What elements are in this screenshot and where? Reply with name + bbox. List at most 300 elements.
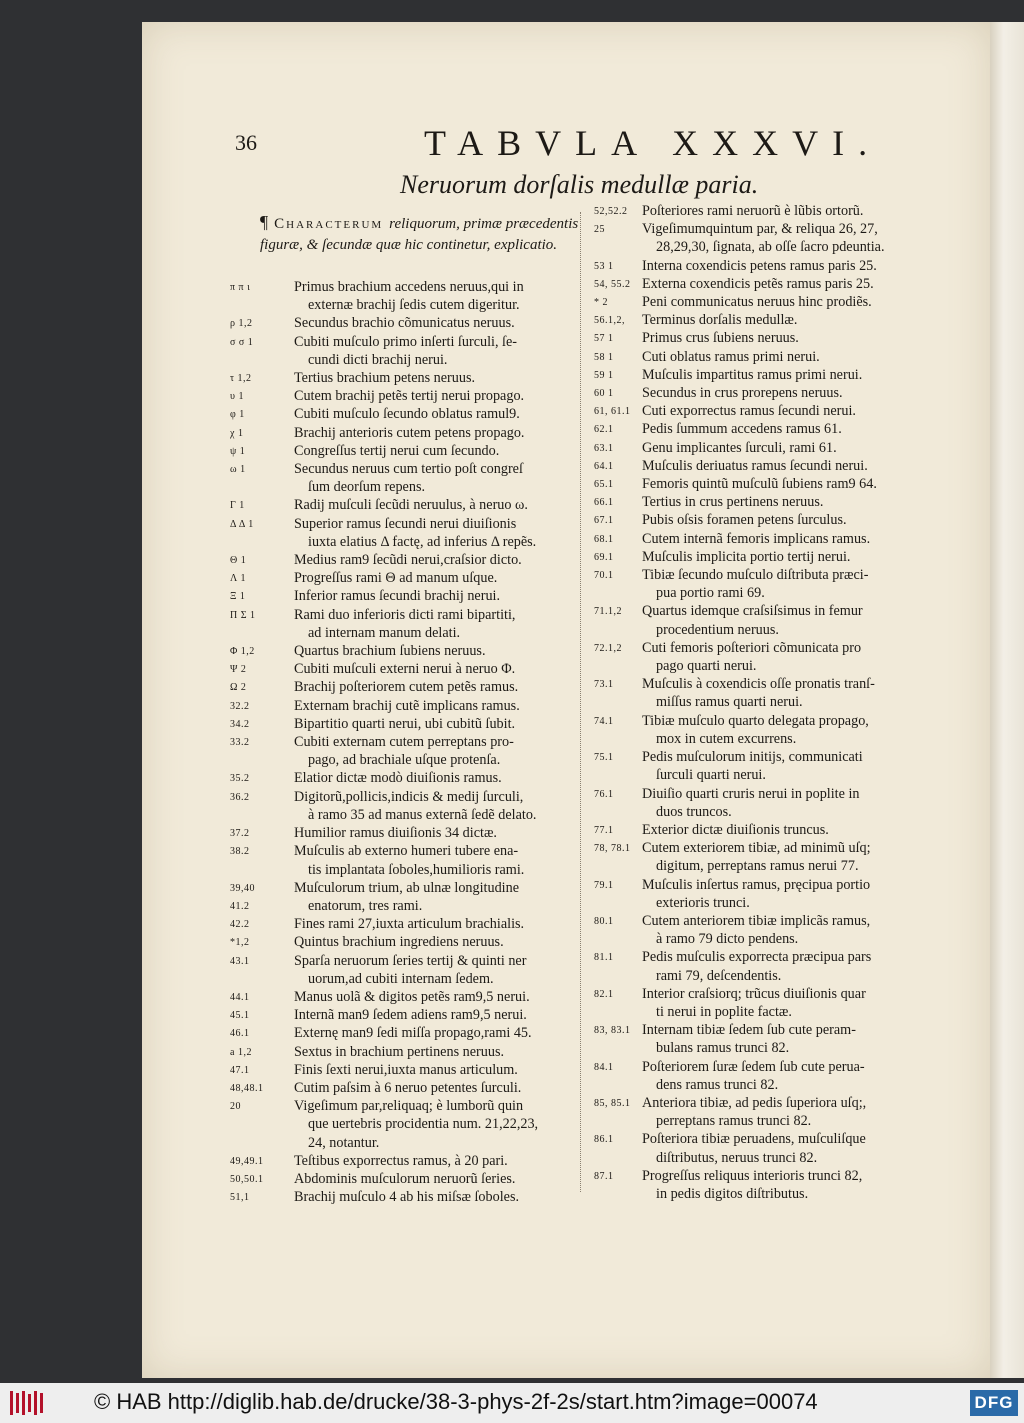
entry-continuation: procedentium neruus. (656, 621, 779, 638)
table-row (230, 824, 590, 842)
entry-main: Femoris quintũ muſculũ ſubiens ram9 64. (642, 476, 877, 493)
entry-continuation: duos truncos. (656, 803, 732, 820)
table-row (230, 387, 590, 405)
entry-main: Pedis muſculis exporrecta præcipua pars (642, 949, 872, 966)
table-row (590, 712, 990, 748)
entry-continuation: externæ brachij ſedis cutem digeritur. (308, 297, 520, 314)
entry-ref: 57 1 (594, 333, 614, 345)
entry-text (642, 293, 990, 311)
entry-ref: 69.1 (594, 551, 614, 563)
entry-main: Pedis ſummum accedens ramus 61. (642, 421, 842, 438)
entry-main: Cubiti muſculi externi nerui à neruo Φ. (294, 661, 516, 678)
entry-text (294, 897, 590, 915)
table-row (590, 275, 990, 293)
table-row (230, 587, 590, 605)
pilcrow-icon: ¶ (260, 212, 269, 232)
entry-continuation: iuxta elatius Δ factę, ad inferius Δ repẽs. (308, 533, 537, 550)
entry-text (294, 515, 590, 551)
table-row (230, 1043, 590, 1061)
table-row (590, 257, 990, 275)
entry-main: Bipartitio quarti nerui, ubi cubitũ ſubit. (294, 715, 516, 732)
entry-main: Vigeſimum par,reliquaq; è lumborũ quin (294, 1098, 524, 1115)
entry-main: Teſtibus exporrectus ramus, à 20 pari. (294, 1152, 508, 1169)
entry-ref: 34.2 (230, 718, 250, 730)
entry-continuation: pago, ad brachiale uſque protenſa. (308, 752, 501, 769)
entry-text (642, 402, 990, 420)
entry-main: Vigeſimumquintum par, & reliqua 26, 27, (642, 221, 878, 238)
entry-ref: 59 1 (594, 369, 614, 381)
entry-main: Anteriora tibiæ, ad pedis ſuperiora uſq;, (642, 1094, 867, 1111)
entry-ref: 35.2 (230, 773, 250, 785)
entry-text (294, 915, 590, 933)
entry-main: Superior ramus ſecundi nerui diuiſionis (294, 515, 517, 532)
table-row (590, 785, 990, 821)
entry-continuation: pua portio rami 69. (656, 585, 765, 602)
entry-ref: 64.1 (594, 460, 614, 472)
page-subtitle: Neruorum dorſalis medullæ paria. (400, 170, 759, 199)
table-row (590, 511, 990, 529)
entry-continuation: in pedis digitos diſtributus. (656, 1185, 809, 1202)
entry-ref: 54, 55.2 (594, 278, 631, 290)
entry-ref: Θ 1 (230, 555, 247, 567)
entry-main: Poſteriores rami neruorũ è lũbis ortorũ. (642, 203, 864, 219)
entry-main: Elatior dictæ modò diuiſionis ramus. (294, 770, 502, 787)
table-row (230, 1006, 590, 1024)
entry-main: Muſculis impartitus ramus primi nerui. (642, 366, 863, 383)
table-row (230, 715, 590, 733)
entry-main: Primus crus ſubiens neruus. (642, 330, 799, 347)
entry-main: Cutem internã femoris implicans ramus. (642, 530, 871, 547)
entry-main: Interna coxendicis petens ramus paris 25. (642, 257, 877, 274)
table-row (230, 405, 590, 423)
entry-continuation: cundi dicti brachij nerui. (308, 351, 448, 368)
entry-ref: 45.1 (230, 1010, 250, 1022)
table-row (230, 988, 590, 1006)
entry-ref: 61, 61.1 (594, 406, 631, 418)
entry-main: Cutem brachij petẽs tertij nerui propago. (294, 388, 525, 405)
table-row (230, 769, 590, 787)
page-number: 36 (235, 130, 257, 155)
entry-main: Internã man9 ſedem adiens ram9,5 nerui. (294, 1007, 527, 1024)
entry-main: Cutim paſsim à 6 neruo petentes ſurculi. (294, 1079, 522, 1096)
right-column (590, 202, 990, 1203)
entry-main: Cutem exteriorem tibiæ, ad minimũ uſq; (642, 840, 871, 857)
table-row (230, 1079, 590, 1097)
entry-text (642, 220, 990, 256)
entry-main: Cuti femoris poſteriori cõmunicata pro (642, 639, 862, 656)
entry-text (294, 1079, 590, 1097)
table-row (590, 202, 990, 220)
entry-main: Pubis oſsis foramen petens ſurculus. (642, 512, 847, 529)
entry-text (294, 642, 590, 660)
table-row (590, 912, 990, 948)
entry-ref: 67.1 (594, 515, 614, 527)
entry-ref: 63.1 (594, 442, 614, 454)
table-row (230, 1188, 590, 1206)
entry-main: Manus uolã & digitos petẽs ram9,5 nerui. (294, 988, 530, 1005)
left-column (230, 278, 590, 1206)
entry-main: Externa coxendicis petẽs ramus paris 25. (642, 275, 874, 292)
entry-main: Peni communicatus neruus hinc prodiẽs. (642, 294, 872, 311)
entry-main: Digitorũ,pollicis,indicis & medij ſurculi, (294, 788, 524, 805)
entry-ref: 70.1 (594, 570, 614, 582)
entry-text (642, 275, 990, 293)
entry-main: Poſteriora tibiæ peruadens, muſculiſque (642, 1131, 866, 1148)
entry-continuation: à ramo 35 ad manus externã ſedẽ delato. (308, 806, 537, 823)
entry-ref: Ψ 2 (230, 664, 247, 676)
entry-ref: Γ 1 (230, 500, 245, 512)
entry-ref: 51,1 (230, 1192, 250, 1204)
entry-text (294, 369, 590, 387)
entry-main: Cuti exporrectus ramus ſecundi nerui. (642, 403, 856, 420)
table-row (590, 530, 990, 548)
entry-ref: 82.1 (594, 988, 614, 1000)
entry-text (294, 460, 590, 496)
entry-text (294, 842, 590, 878)
entry-continuation: 28,29,30, ſignata, ab oſſe ſacro pdeuntia. (656, 239, 885, 256)
table-row (230, 933, 590, 951)
entry-main: Inferior ramus ſecundi brachij nerui. (294, 588, 501, 605)
entry-text (294, 587, 590, 605)
table-row (590, 402, 990, 420)
table-row (590, 384, 990, 402)
table-row (230, 788, 590, 824)
table-row (230, 442, 590, 460)
entry-text (642, 257, 990, 275)
entry-continuation: pago quarti nerui. (656, 658, 757, 675)
entry-ref: 83, 83.1 (594, 1025, 631, 1037)
table-row (230, 642, 590, 660)
entry-text (294, 496, 590, 514)
entry-text (294, 1134, 590, 1152)
hab-logo-icon (8, 1389, 48, 1417)
entry-ref: Π Σ 1 (230, 609, 256, 621)
table-row (590, 748, 990, 784)
entry-ref: 50,50.1 (230, 1173, 264, 1185)
entry-main: Quartus brachium ſubiens neruus. (294, 643, 486, 660)
entry-ref: 58 1 (594, 351, 614, 363)
entry-main: Cuti oblatus ramus primi nerui. (642, 348, 820, 365)
entry-main: Brachij anterioris cutem petens propago. (294, 424, 525, 441)
table-row (590, 566, 990, 602)
table-row (590, 548, 990, 566)
entry-continuation: mox in cutem excurrens. (656, 730, 797, 747)
entry-main: Primus brachium accedens neruus,qui in (294, 279, 524, 295)
entry-main: Cubiti muſculo primo inſerti ſurculi, ſe- (294, 333, 518, 350)
entry-text (294, 424, 590, 442)
table-row (230, 369, 590, 387)
entry-text (294, 933, 590, 951)
entry-main: Pedis muſculorum initijs, communicati (642, 749, 863, 766)
entry-text (294, 824, 590, 842)
entry-text (294, 733, 590, 769)
entry-ref: 71.1,2 (594, 606, 622, 618)
table-row (590, 329, 990, 347)
entry-text (294, 387, 590, 405)
entry-ref: 56.1,2, (594, 315, 625, 327)
table-row (590, 220, 990, 256)
entry-text (642, 912, 990, 948)
table-row (590, 948, 990, 984)
entry-ref: 36.2 (230, 791, 250, 803)
entry-text (642, 475, 990, 493)
table-row (230, 1097, 590, 1133)
table-row (230, 496, 590, 514)
entry-ref: Δ Δ 1 (230, 518, 254, 530)
entry-ref: 77.1 (594, 824, 614, 836)
entry-ref: 74.1 (594, 715, 614, 727)
entry-ref: 43.1 (230, 955, 250, 967)
entry-ref: 75.1 (594, 752, 614, 764)
entry-continuation: tis implantata ſoboles,humilioris rami. (308, 861, 525, 878)
table-row (590, 457, 990, 475)
entry-text (642, 457, 990, 475)
entry-main: Radij muſculi ſecũdi neruulus, à neruo ω. (294, 497, 528, 514)
entry-text (642, 839, 990, 875)
entry-text (642, 530, 990, 548)
entry-text (294, 1043, 590, 1061)
table-row (230, 314, 590, 332)
entry-main: Interior craſsiorq; trũcus diuiſionis quar (642, 985, 866, 1002)
entry-ref: ρ 1,2 (230, 318, 253, 330)
intro-lead: Characterum (274, 216, 384, 232)
table-row (230, 278, 590, 314)
entry-ref: Ξ 1 (230, 591, 246, 603)
entry-main: Muſculorum trium, ab ulnæ longitudine (294, 879, 520, 896)
entry-ref: π π ι (230, 282, 251, 293)
entry-main: Humilior ramus diuiſionis 34 dictæ. (294, 825, 497, 842)
entry-main: Medius ram9 ſecũdi nerui,craſsior dicto. (294, 552, 522, 569)
entry-main: Genu implicantes ſurculi, rami 61. (642, 439, 837, 456)
table-row (230, 842, 590, 878)
entry-continuation: 24, notantur. (308, 1134, 380, 1151)
entry-continuation: dens ramus trunci 82. (656, 1076, 779, 1093)
book-page (142, 22, 990, 1378)
entry-text (294, 278, 590, 314)
entry-main: Internam tibiæ ſedem ſub cute peram- (642, 1022, 856, 1039)
entry-ref: ψ 1 (230, 445, 246, 457)
entry-continuation: perreptans ramus trunci 82. (656, 1113, 812, 1130)
entry-ref: 53 1 (594, 260, 614, 272)
entry-text (294, 788, 590, 824)
table-row (230, 1061, 590, 1079)
entry-ref: 47.1 (230, 1064, 250, 1076)
table-row (590, 311, 990, 329)
table-row (590, 821, 990, 839)
entry-ref: ω 1 (230, 464, 246, 476)
entry-main: Cubiti externam cutem perreptans pro- (294, 734, 514, 751)
entry-main: Muſculis implicita portio tertij nerui. (642, 548, 851, 565)
entry-continuation: exterioris trunci. (656, 894, 750, 911)
entry-text (294, 1152, 590, 1170)
table-row (590, 639, 990, 675)
copyright-link[interactable]: © HAB http://diglib.hab.de/drucke/38-3-phys-2f-2s/start.htm?image=00074 (94, 1389, 818, 1414)
table-row (230, 569, 590, 587)
entry-main: Externam brachij cutẽ implicans ramus. (294, 697, 520, 714)
entry-ref: τ 1,2 (230, 373, 252, 385)
entry-ref: 60 1 (594, 388, 614, 400)
entry-main: Cubiti muſculo ſecundo oblatus ramul9. (294, 406, 520, 423)
table-row (230, 515, 590, 551)
table-row (230, 915, 590, 933)
intro-text: reliquorum, primæ præcedentis figuræ, & ſecundæ quæ hic continetur, explicatio. (260, 216, 579, 253)
entry-ref: 84.1 (594, 1061, 614, 1073)
table-row (230, 460, 590, 496)
entry-text (642, 366, 990, 384)
entry-ref: *1,2 (230, 937, 250, 949)
entry-text (294, 769, 590, 787)
entry-ref: υ 1 (230, 391, 244, 403)
entry-main: Tibiæ ſecundo muſculo diſtributa præci- (642, 567, 869, 584)
entry-ref: σ σ 1 (230, 336, 254, 348)
table-row (230, 551, 590, 569)
entry-text (294, 715, 590, 733)
entry-text (294, 569, 590, 587)
entry-text (642, 602, 990, 638)
entry-ref: 33.2 (230, 737, 250, 749)
entry-text (642, 876, 990, 912)
entry-ref: 39,40 (230, 882, 255, 894)
entry-text (642, 420, 990, 438)
entry-main: Terminus dorſalis medullæ. (642, 312, 798, 329)
entry-main: Cutem anteriorem tibiæ implicãs ramus, (642, 912, 871, 929)
entry-text (642, 1058, 990, 1094)
table-row (590, 493, 990, 511)
entry-ref: 65.1 (594, 479, 614, 491)
entry-ref: 66.1 (594, 497, 614, 509)
entry-main: Tertius in crus pertinens neruus. (642, 494, 824, 511)
entry-text (294, 551, 590, 569)
entry-ref: 86.1 (594, 1134, 614, 1146)
next-page-edge (990, 22, 1024, 1378)
table-row (230, 1152, 590, 1170)
entry-main: Rami duo inferioris dicti rami bipartiti, (294, 606, 516, 623)
entry-continuation: bulans ramus trunci 82. (656, 1040, 790, 1057)
entry-ref: φ 1 (230, 409, 245, 421)
dfg-logo: DFG (970, 1390, 1018, 1416)
entry-text (294, 1188, 590, 1206)
entry-continuation: uorum,ad cubiti internam ſedem. (308, 970, 494, 987)
entry-text (294, 1006, 590, 1024)
entry-text (642, 712, 990, 748)
entry-ref: 81.1 (594, 952, 614, 964)
entry-main: Poſteriorem ſuræ ſedem ſub cute perua- (642, 1058, 865, 1075)
entry-ref: 80.1 (594, 915, 614, 927)
entry-ref: 68.1 (594, 533, 614, 545)
entry-continuation: diſtributus, neruus trunci 82. (656, 1149, 818, 1166)
table-row (230, 424, 590, 442)
entry-text (642, 1130, 990, 1166)
table-row (230, 1134, 590, 1152)
entry-ref: 32.2 (230, 700, 250, 712)
table-row (230, 606, 590, 642)
entry-main: Exterior dictæ diuiſionis truncus. (642, 821, 829, 838)
entry-ref: 62.1 (594, 424, 614, 436)
entry-continuation: à ramo 79 dicto pendens. (656, 931, 799, 948)
table-row (230, 879, 590, 897)
entry-main: Muſculis ab externo humeri tubere ena- (294, 843, 519, 860)
entry-ref: χ 1 (230, 427, 244, 439)
entry-ref: 73.1 (594, 679, 614, 691)
entry-text (642, 202, 990, 220)
entry-ref: 87.1 (594, 1170, 614, 1182)
entry-continuation: ad internam manum delati. (308, 624, 461, 641)
entry-text (294, 1024, 590, 1042)
entry-text (642, 439, 990, 457)
entry-continuation: miſſus ramus quarti nerui. (656, 694, 803, 711)
entry-text (642, 1167, 990, 1203)
entry-ref: 25 (594, 224, 605, 236)
entry-ref: 44.1 (230, 991, 250, 1003)
table-row (590, 1167, 990, 1203)
table-row (230, 333, 590, 369)
entry-main: Diuiſio quarti cruris nerui in poplite in (642, 785, 860, 802)
table-row (230, 660, 590, 678)
entry-main: Finis ſexti nerui,iuxta manus articulum. (294, 1061, 518, 1078)
table-row (590, 876, 990, 912)
entry-text (294, 697, 590, 715)
entry-ref: 41.2 (230, 900, 250, 912)
entry-ref: 37.2 (230, 828, 250, 840)
entry-main: Quintus brachium ingrediens neruus. (294, 934, 504, 951)
entry-text (642, 948, 990, 984)
table-row (590, 1021, 990, 1057)
entry-text (294, 606, 590, 642)
entry-ref: Ω 2 (230, 682, 247, 694)
entry-text (642, 311, 990, 329)
table-row (590, 985, 990, 1021)
table-row (590, 602, 990, 638)
entry-main: Sextus in brachium pertinens neruus. (294, 1043, 505, 1060)
table-row (590, 1130, 990, 1166)
entry-main: Sparſa neruorum ſeries tertij & quinti ner (294, 952, 527, 969)
entry-main: Quartus idemque craſsiſsimus in femur (642, 603, 863, 620)
table-row (230, 678, 590, 696)
entry-text (642, 985, 990, 1021)
entry-main: Secundus brachio cõmunicatus neruus. (294, 315, 515, 332)
table-row (230, 1170, 590, 1188)
entry-ref: 85, 85.1 (594, 1097, 631, 1109)
table-row (590, 839, 990, 875)
entry-text (642, 675, 990, 711)
entry-main: Secundus neruus cum tertio poſt congreſ (294, 461, 523, 478)
entry-ref: 72.1,2 (594, 642, 622, 654)
entry-main: Tibiæ muſculo quarto delegata propago, (642, 712, 869, 729)
entry-text (294, 1061, 590, 1079)
table-row (590, 475, 990, 493)
entry-text (642, 384, 990, 402)
entry-text (642, 748, 990, 784)
entry-text (294, 678, 590, 696)
entry-text (294, 660, 590, 678)
table-row (590, 1094, 990, 1130)
entry-text (294, 442, 590, 460)
entry-ref: Λ 1 (230, 573, 246, 585)
entry-ref: 48,48.1 (230, 1082, 264, 1094)
entry-ref: Φ 1,2 (230, 646, 255, 658)
entry-continuation: rami 79, deſcendentis. (656, 967, 782, 984)
entry-text (294, 333, 590, 369)
intro-paragraph (260, 212, 590, 256)
entry-text (294, 314, 590, 332)
table-row (230, 952, 590, 988)
entry-text (642, 493, 990, 511)
entry-ref: 38.2 (230, 846, 250, 858)
entry-main: Tertius brachium petens neruus. (294, 370, 476, 387)
entry-continuation: digitum, perreptans ramus nerui 77. (656, 858, 859, 875)
entry-main: Muſculis deriuatus ramus ſecundi nerui. (642, 457, 868, 474)
entry-ref: 52,52.2 (594, 206, 628, 217)
